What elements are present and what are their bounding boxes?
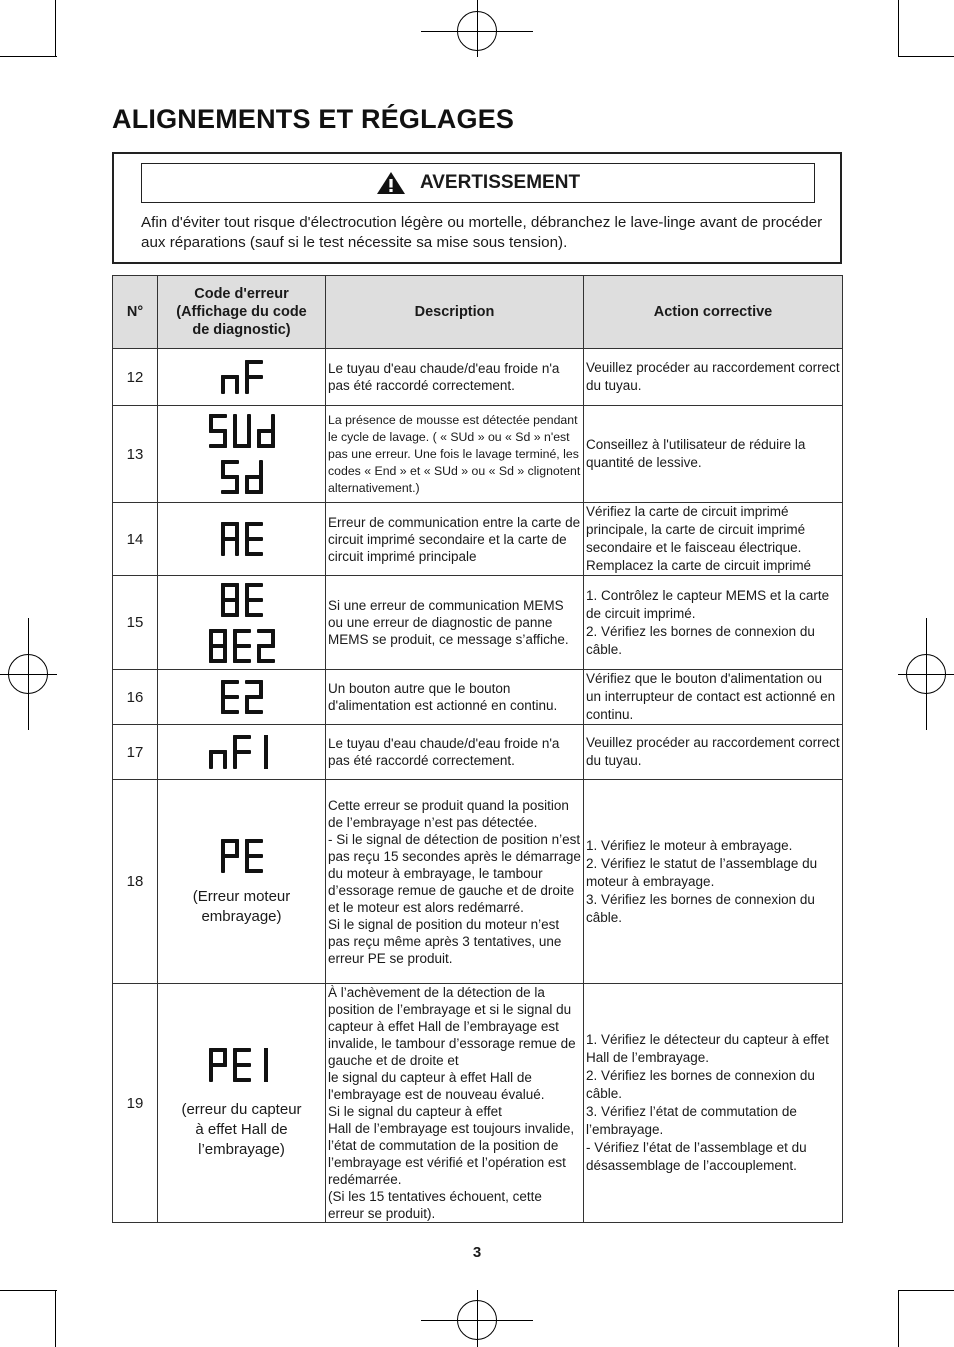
segment [245, 598, 263, 602]
error-description: Le tuyau d'eau chaude/d'eau froide n'a pas été raccordé correctement. [326, 349, 584, 406]
segment [233, 644, 251, 648]
table-row [113, 780, 843, 984]
table-row [113, 576, 843, 670]
corrective-action: 1. Contrôlez le capteur MEMS et la carte de circuit imprimé. 2. Vérifiez les bornes de connexion du câble. [584, 576, 843, 670]
table-row [113, 349, 843, 406]
row-number: 17 [113, 725, 158, 780]
registration-line [477, 1290, 478, 1347]
segment [245, 375, 263, 379]
header-description: Description [326, 276, 584, 349]
segment [221, 695, 239, 699]
error-description: Erreur de communication entre la carte de circuit imprimé secondaire et la carte de circuit imprimé principale [326, 503, 584, 576]
warning-box [112, 152, 842, 264]
seven-segment-code [219, 458, 265, 496]
header-error-code: Code d'erreur (Affichage du code de diagnostic) [158, 276, 326, 349]
warning-triangle-icon [376, 171, 406, 195]
segment [257, 429, 275, 433]
error-description: Si une erreur de communication MEMS ou une erreur de diagnostic de panne MEMS se produit, ce message s’affiche. [326, 576, 584, 670]
segment [209, 429, 227, 433]
seven-segment-code [219, 358, 265, 396]
error-description: Cette erreur se produit quand la position de l’embrayage n’est pas détectée. - Si le signal de détection de position n’est pas reçu 15 secondes après le démarrage du moteur à embrayage, le tambour d’essorage remue de gauche et de droite et le moteur est alors redémarré. Si le signal de position du moteur n’est pas reçu même après 3 tentatives, une erreur PE se produit. [326, 780, 584, 984]
crop-mark [898, 0, 899, 57]
error-code-display [158, 349, 326, 406]
error-code-display [158, 576, 326, 670]
segment [264, 1048, 268, 1082]
error-description: Un bouton autre que le bouton d'alimentation est actionné en continu. [326, 670, 584, 725]
row-number: 15 [113, 576, 158, 670]
registration-line [28, 618, 29, 730]
crop-mark [898, 1290, 899, 1347]
segment [209, 644, 227, 648]
table-header-row [113, 276, 843, 349]
registration-line [477, 0, 478, 57]
segment [221, 475, 239, 479]
error-code-table [112, 275, 843, 1223]
corrective-action: Conseillez à l'utilisateur de réduire la quantité de lessive. [584, 406, 843, 503]
corrective-action: 1. Vérifiez le moteur à embrayage. 2. Vérifiez le statut de l’assemblage du moteur à embrayage. 3. Vérifiez les bornes de connexion du câble. [584, 780, 843, 984]
row-number: 18 [113, 780, 158, 984]
error-code-caption: (erreur du capteur à effet Hall de l’embrayage) [181, 1101, 302, 1158]
seven-segment-code [207, 412, 277, 450]
error-code-display [158, 406, 326, 503]
seven-segment-code [207, 733, 277, 771]
segment [264, 735, 268, 769]
segment [209, 1063, 227, 1067]
registration-line [926, 618, 927, 730]
error-code-caption: (Erreur moteur embrayage) [192, 887, 291, 925]
corrective-action: 1. Vérifiez le détecteur du capteur à effet Hall de l’embrayage. 2. Vérifiez les bornes de connexion du câble. 3. Vérifiez l’état de commutation de l’embrayage. - Vérifiez l’état de l’assemblage et du désassemblage de l’accouplement. [584, 984, 843, 1223]
warning-title: AVERTISSEMENT [419, 172, 581, 193]
seven-segment-code [219, 837, 265, 875]
segment [233, 1063, 251, 1067]
row-number: 14 [113, 503, 158, 576]
segment [233, 750, 251, 754]
page-number: 3 [472, 1244, 482, 1261]
segment [221, 490, 239, 494]
warning-text: Afin d'éviter tout risque d'électrocution légère ou mortelle, débranchez le lave-linge avant de procéder aux réparations (sauf si le test nécessite sa mise sous tension). [141, 214, 823, 251]
crop-mark [0, 1290, 57, 1291]
header-number: N° [113, 276, 158, 349]
segment [221, 598, 239, 602]
corrective-action: Vérifiez que le bouton d'alimentation ou un interrupteur de contact est actionné en continu. [584, 670, 843, 725]
crop-mark [898, 1290, 954, 1291]
segment [209, 444, 227, 448]
header-corrective-action: Action corrective [584, 276, 843, 349]
corrective-action: Veuillez procéder au raccordement correct du tuyau. [584, 349, 843, 406]
segment [245, 854, 263, 858]
crop-mark [898, 56, 954, 57]
corrective-action: Vérifiez la carte de circuit imprimé principale, la carte de circuit imprimé secondaire et le faisceau électrique. Remplacez la carte de circuit imprimé [584, 503, 843, 576]
segment [245, 695, 263, 699]
corrective-action: Veuillez procéder au raccordement correct du tuyau. [584, 725, 843, 780]
crop-mark [55, 0, 56, 57]
error-code-display [158, 670, 326, 725]
table-row [113, 725, 843, 780]
table-row [113, 406, 843, 503]
segment [221, 537, 239, 541]
error-code-display [158, 984, 326, 1223]
seven-segment-code [219, 520, 265, 558]
page-title: ALIGNEMENTS ET RÉGLAGES [112, 104, 515, 134]
error-description: À l’achèvement de la détection de la position de l’embrayage et si le signal du capteur à effet Hall de l’embrayage est invalide, le tambour d’essorage remue de gauche et de droite et le signal du capteur à effet Hall de l'embrayage est de nouveau évalué. Si le signal du capteur à effet Hall de l’embrayage est toujours invalide, l’état de commutation de la position de l’embrayage est vérifié et l’opération est redémarrée. (Si les 15 tentatives échouent, cette erreur se produit). [326, 984, 584, 1223]
table-row [113, 984, 843, 1223]
table-row [113, 670, 843, 725]
crop-mark [0, 56, 57, 57]
segment [257, 644, 275, 648]
segment [221, 854, 239, 858]
seven-segment-code [219, 678, 265, 716]
segment [209, 750, 227, 754]
segment [233, 414, 237, 433]
error-code-display [158, 725, 326, 780]
row-number: 12 [113, 349, 158, 406]
error-description: La présence de mousse est détectée pendant le cycle de lavage. ( « SUd » ou « Sd » n'est pas une erreur. Une fois le lavage terminé, les codes « End » et « SUd » ou « Sd » clignotent alternativement.) [326, 406, 584, 503]
table-row [113, 503, 843, 576]
error-code-display [158, 780, 326, 984]
seven-segment-code [219, 581, 265, 619]
segment [245, 475, 263, 479]
segment [221, 375, 239, 379]
error-description: Le tuyau d'eau chaude/d'eau froide n'a pas été raccordé correctement. [326, 725, 584, 780]
error-code-display [158, 503, 326, 576]
row-number: 13 [113, 406, 158, 503]
row-number: 19 [113, 984, 158, 1223]
seven-segment-code [207, 1046, 277, 1084]
seven-segment-code [207, 627, 277, 665]
segment [245, 537, 263, 541]
crop-mark [55, 1290, 56, 1347]
row-number: 16 [113, 670, 158, 725]
warning-header [141, 163, 815, 203]
